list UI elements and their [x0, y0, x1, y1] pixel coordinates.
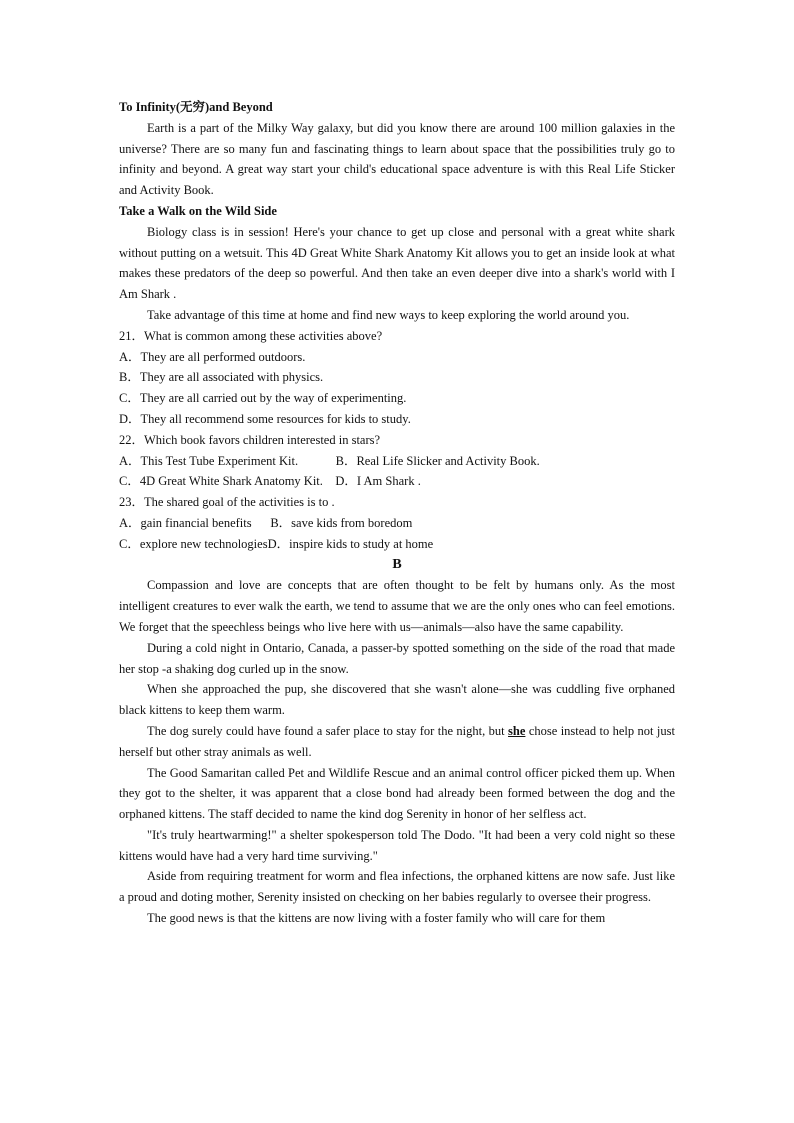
underlined-word-she: she: [508, 723, 526, 738]
option-21-d: D．They all recommend some resources for kids to study.: [119, 411, 411, 426]
paragraph-explore: Take advantage of this time at home and find new ways to keep exploring the world around you.: [147, 307, 630, 322]
paragraph-treatment: Aside from requiring treatment for worm and flea infections, the orphaned kittens are now safe. Just like a proud and doting mother, Serenity insisted on checking on her babies regularly to oversee their progress.: [119, 869, 675, 905]
option-23-cd: C．explore new technologiesD．inspire kids to study at home: [119, 536, 434, 551]
paragraph-safer-place: [119, 721, 675, 763]
section-heading-b: B: [392, 556, 402, 572]
option-21-c: C．They are all carried out by the way of experimenting.: [119, 391, 407, 406]
option-22-ab: A．This Test Tube Experiment Kit. B．Real Life Slicker and Activity Book.: [119, 453, 540, 468]
paragraph-galaxy: Earth is a part of the Milky Way galaxy, but did you know there are around 100 million galaxies in the universe? There are so many fun and fascinating things to learn about space that the possibilities truly go to infinity and beyond. A great way start your child's educational space adventure is with this Real Life Sticker and Activity Book.: [119, 120, 675, 198]
section-title-wild-side: Take a Walk on the Wild Side: [119, 203, 277, 218]
option-21-a: A．They are all performed outdoors.: [119, 349, 306, 364]
paragraph-compassion: Compassion and love are concepts that are often thought to be felt by humans only. As the most intelligent creatures to ever walk the earth, we tend to assume that we are the only ones who can feel emotions. We forget that the speechless beings who live here with us—animals—also have the same capability.: [119, 578, 675, 634]
paragraph-foster: The good news is that the kittens are now living with a foster family who will care for them: [147, 911, 606, 926]
paragraph-quote: "It's truly heartwarming!" a shelter spokesperson told The Dodo. "It had been a very cold night so these kittens would have had a very hard time surviving.": [119, 827, 675, 863]
option-23-ab: A．gain financial benefits B．save kids from boredom: [119, 515, 413, 530]
section-title-infinity: To Infinity(无穷)and Beyond: [119, 100, 273, 114]
paragraph-samaritan: The Good Samaritan called Pet and Wildlife Rescue and an animal control officer picked them up. When they got to the shelter, it was apparent that a close bond had already been formed between the dog and the orphaned kittens. The staff decided to name the kind dog Serenity in honor of her selfless act.: [119, 765, 675, 822]
text-after: chose instead to help not just herself but other stray animals as well.: [119, 723, 675, 759]
paragraph-shark: Biology class is in session! Here's your chance to get up close and personal with a great white shark without putting on a wetsuit. This 4D Great White Shark Anatomy Kit allows you to get an inside look at what makes these predators of the deep so powerful. And then take an even deeper dive into a shark's world with I Am Shark .: [119, 224, 675, 302]
paragraph-kittens: When she approached the pup, she discovered that she wasn't alone—she was cuddling five orphaned black kittens to keep them warm.: [119, 682, 675, 718]
question-21: 21．What is common among these activities above?: [119, 328, 383, 343]
option-22-cd: C．4D Great White Shark Anatomy Kit. D．I Am Shark .: [119, 474, 421, 489]
option-21-b: B．They are all associated with physics.: [119, 370, 324, 385]
paragraph-ontario: During a cold night in Ontario, Canada, a passer-by spotted something on the side of the road that made her stop -a shaking dog curled up in the snow.: [119, 640, 675, 676]
text-before: The dog surely could have found a safer place to stay for the night, but: [147, 723, 509, 738]
question-22: 22．Which book favors children interested in stars?: [119, 432, 381, 447]
question-23: 23．The shared goal of the activities is to .: [119, 495, 335, 510]
document-page: [119, 97, 675, 929]
